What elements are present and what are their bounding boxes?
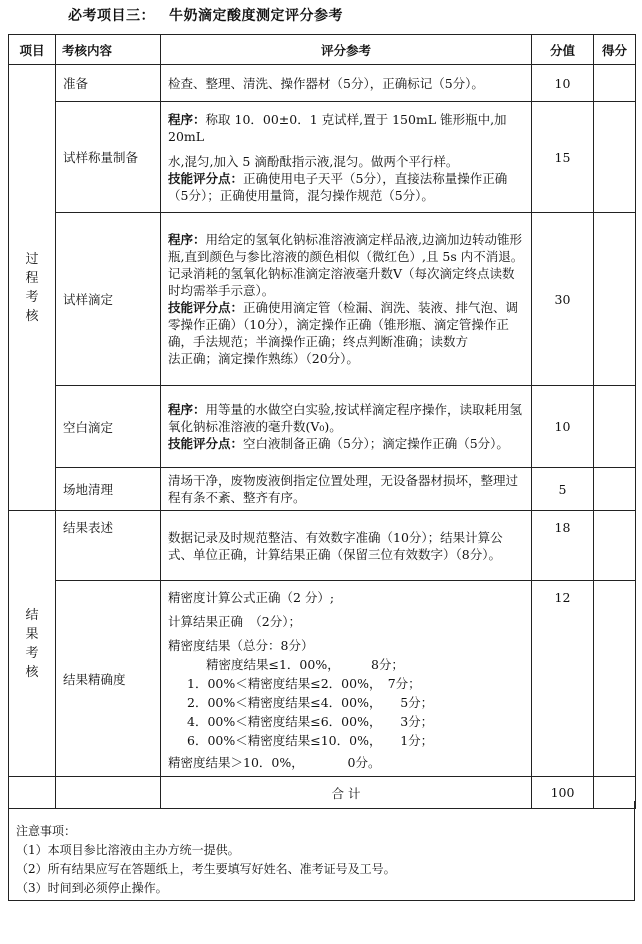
procedure-text: 用给定的氢氧化钠标准溶液滴定样品液,边滴加边转动锥形瓶,直到颜色与参比溶液的颜色相似（微红色）,且 5s 内不消退。记录消耗的氢氧化钠标准滴定溶液毫升数V（每次滴定终点读数时均需举手示意）。	[168, 232, 524, 298]
max-score: 30	[532, 213, 594, 386]
category-result	[9, 511, 56, 777]
table-row	[9, 581, 636, 777]
precision-line: 精密度结果＞10．0%， 0分。	[168, 755, 381, 770]
item-name: 场地清理	[56, 468, 161, 511]
procedure-label: 程序：	[168, 111, 206, 127]
skill-label: 技能评分点：	[168, 170, 244, 186]
max-score: 10	[532, 65, 594, 102]
procedure-block	[168, 401, 524, 435]
reference-text: 数据记录及时规范整洁、有效数字准确（10分）；结果计算公式、单位正确，计算结果正确（保留三位有效数字）（8分）。	[161, 511, 532, 581]
score-cell[interactable]	[594, 581, 636, 777]
procedure-label: 程序：	[168, 402, 206, 417]
reference-text: 检查、整理、清洗、操作器材（5分），正确标记（5分）。	[161, 65, 532, 102]
procedure-block	[168, 231, 524, 299]
skill-text: 正确使用电子天平（5分），直接法称量操作正确（5分）；正确使用量筒，混匀操作规范（5分）。	[168, 170, 508, 203]
table-row	[9, 468, 636, 511]
item-name: 准备	[56, 65, 161, 102]
header-reference: 评分参考	[161, 35, 532, 65]
procedure-text: 称取 10．00±0．1 克试样,置于 150mL 锥形瓶中,加 20mL	[168, 111, 507, 144]
header-score: 得分	[594, 35, 636, 65]
max-score: 5	[532, 468, 594, 511]
header-item: 考核内容	[56, 35, 161, 65]
precision-level: 1．00%＜精密度结果≤2．00%， 7分；	[187, 676, 421, 691]
notes-section	[8, 801, 635, 901]
score-cell[interactable]	[594, 213, 636, 386]
category-label: 结果考核	[25, 607, 39, 680]
skill-label: 技能评分点：	[168, 436, 244, 451]
skill-label: 技能评分点：	[168, 300, 244, 315]
note-item: （1）本项目参比溶液由主办方统一提供。	[16, 843, 240, 857]
title-prefix: 必考项目三：	[68, 8, 155, 24]
score-cell[interactable]	[594, 386, 636, 468]
item-name: 试样滴定	[56, 213, 161, 386]
table-row	[9, 511, 636, 581]
precision-line: 精密度计算公式正确（2 分）;	[168, 590, 335, 605]
title-text: 牛奶滴定酸度测定评分参考	[169, 8, 343, 24]
procedure-block	[168, 111, 524, 145]
procedure-label: 程序：	[168, 232, 206, 247]
score-cell[interactable]	[594, 511, 636, 581]
precision-level: 精密度结果≤1．00%， 8分；	[206, 657, 404, 672]
note-item: （2）所有结果应写在答题纸上，考生要填写好姓名、准考证号及工号。	[16, 862, 396, 876]
item-name: 空白滴定	[56, 386, 161, 468]
skill-block	[168, 170, 524, 204]
table-row	[9, 102, 636, 213]
skill-text-cont: 法正确；滴定操作熟练）（20分）。	[168, 351, 359, 366]
precision-level: 6．00%＜精密度结果≤10．0%， 1分；	[187, 733, 434, 748]
item-name: 试样称量制备	[56, 102, 161, 213]
table-row	[9, 386, 636, 468]
max-score: 12	[532, 581, 594, 777]
reference-cell	[161, 213, 532, 386]
skill-block	[168, 299, 524, 350]
max-score: 15	[532, 102, 594, 213]
procedure-text: 用等量的水做空白实验,按试样滴定程序操作，读取耗用氢氧化钠标准溶液的毫升数(V₀)。	[168, 402, 522, 434]
notes-heading: 注意事项：	[16, 824, 77, 838]
score-cell[interactable]	[594, 102, 636, 213]
reference-cell	[161, 386, 532, 468]
skill-text: 正确使用滴定管（检漏、润洗、装液、排气泡、调零操作正确）（10分），滴定操作正确（锥形瓶、滴定管操作正确，手法规范；半滴操作正确；终点判断准确；读数方	[168, 300, 519, 349]
note-item: （3）时间到必须停止操作。	[16, 881, 168, 895]
total-value: 100	[532, 777, 594, 809]
item-name: 结果精确度	[56, 581, 161, 777]
max-score: 18	[532, 511, 594, 581]
document-title	[68, 5, 343, 25]
table-row	[9, 65, 636, 102]
procedure-text-cont: 水,混匀,加入 5 滴酚酞指示液,混匀。做两个平行样。	[168, 153, 459, 169]
header-row	[9, 35, 636, 65]
skill-text: 空白液制备正确（5分）；滴定操作正确（5分）。	[243, 436, 509, 451]
category-process	[9, 65, 56, 511]
category-label: 过程考核	[25, 251, 39, 324]
score-cell[interactable]	[594, 468, 636, 511]
precision-line: 精密度结果（总分：8分）	[168, 638, 314, 653]
total-label: 合 计	[161, 777, 532, 809]
reference-cell	[161, 102, 532, 213]
score-cell[interactable]	[594, 65, 636, 102]
precision-level: 4．00%＜精密度结果≤6．00%， 3分；	[187, 714, 434, 729]
precision-line: 计算结果正确 （2分）；	[168, 614, 301, 629]
reference-cell	[161, 581, 532, 777]
item-name: 结果表述	[56, 511, 161, 581]
precision-level: 2．00%＜精密度结果≤4．00%， 5分；	[187, 695, 434, 710]
table-row	[9, 213, 636, 386]
header-category: 项目	[9, 35, 56, 65]
skill-block	[168, 435, 524, 452]
scoring-table	[8, 34, 636, 809]
max-score: 10	[532, 386, 594, 468]
header-max-score: 分值	[532, 35, 594, 65]
reference-text: 清场干净，废物废液倒指定位置处理，无设备器材损坏，整理过程有条不紊、整齐有序。	[161, 468, 532, 511]
